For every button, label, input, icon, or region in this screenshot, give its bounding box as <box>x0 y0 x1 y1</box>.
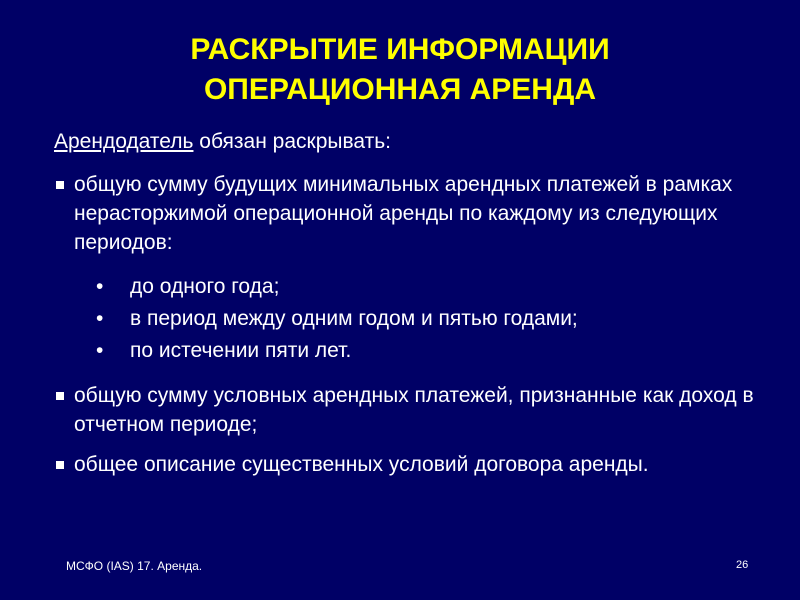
title-line-1: РАСКРЫТИЕ ИНФОРМАЦИИ <box>190 33 610 66</box>
title-line-2: ОПЕРАЦИОННАЯ АРЕНДА <box>203 73 597 106</box>
slide-body <box>54 127 774 479</box>
intro-text: обязан раскрывать: <box>193 130 392 153</box>
sublist-item <box>54 271 774 303</box>
sublist-item-text: по истечении пяти лет. <box>130 339 352 362</box>
lessor-term: Арендодатель <box>54 130 194 153</box>
period-sublist <box>54 271 774 367</box>
round-bullet-icon: • <box>96 339 104 362</box>
square-bullet-icon <box>56 461 64 469</box>
square-bullet-icon <box>56 392 64 400</box>
footer-text: МСФО (IAS) 17. Аренда. <box>66 559 203 573</box>
bullet-text: общее описание существенных условий договора аренды. <box>74 453 649 476</box>
bullet-item <box>54 381 774 439</box>
bullet-item <box>54 450 774 479</box>
round-bullet-icon: • <box>96 307 104 330</box>
page-number: 26 <box>736 559 749 571</box>
bullet-text: общую сумму условных арендных платежей, признанные как доход в отчетном периоде; <box>74 384 754 436</box>
sublist-item <box>54 303 774 335</box>
bullet-text: общую сумму будущих минимальных арендных платежей в рамках нерасторжимой операционной аренды по каждому из следующих периодов: <box>74 173 733 254</box>
round-bullet-icon: • <box>96 275 104 298</box>
sublist-item <box>54 335 774 367</box>
sublist-item-text: в период между одним годом и пятью годами; <box>130 307 578 330</box>
square-bullet-icon <box>56 181 64 189</box>
intro-line <box>54 127 774 156</box>
slide-title <box>0 30 800 110</box>
bullet-item <box>54 170 774 257</box>
sublist-item-text: до одного года; <box>130 275 280 298</box>
